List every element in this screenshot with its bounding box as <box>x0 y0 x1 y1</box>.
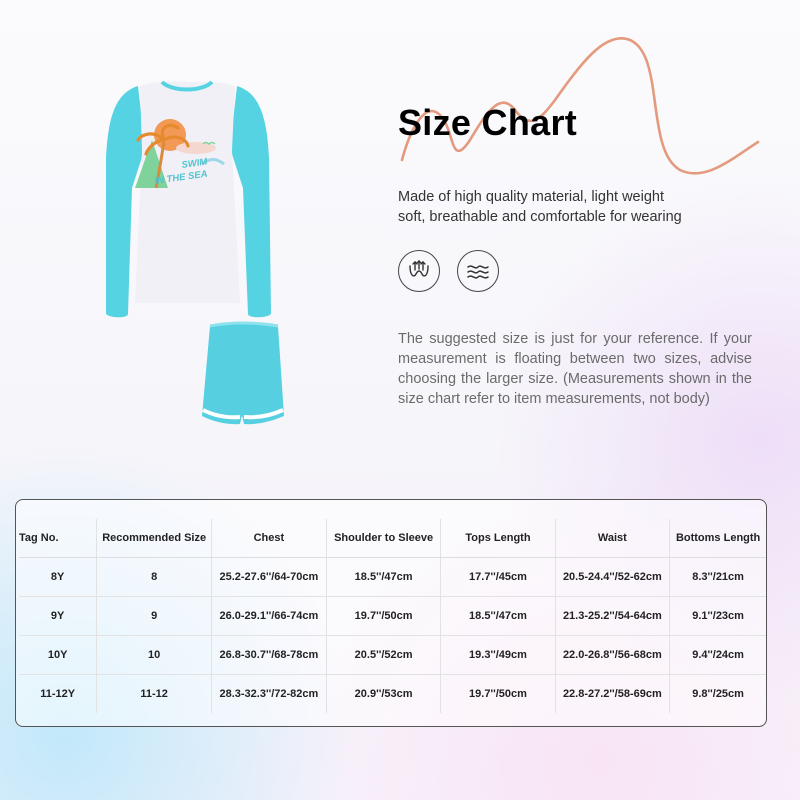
cell-waist: 22.8-27.2''/58-69cm <box>555 675 670 714</box>
cell-tops-length: 17.7''/45cm <box>441 558 555 597</box>
header-waist: Waist <box>555 519 670 558</box>
page-title: Size Chart <box>398 102 578 143</box>
cell-bottoms-length: 9.8''/25cm <box>670 675 766 714</box>
cell-chest: 26.8-30.7''/68-78cm <box>212 636 327 675</box>
cell-tops-length: 18.5''/47cm <box>441 597 555 636</box>
cell-chest: 26.0-29.1''/66-74cm <box>212 597 327 636</box>
table-header-row <box>19 519 766 558</box>
cell-chest: 25.2-27.6''/64-70cm <box>212 558 327 597</box>
tagline-line-2: soft, breathable and comfortable for wearing <box>398 209 682 225</box>
header-tops-length: Tops Length <box>441 519 555 558</box>
cell-recommended-size: 9 <box>97 597 212 636</box>
size-note: The suggested size is just for your reference. If your measurement is floating between two sizes, advise choosing the larger size. (Measurements shown in the size chart refer to item measurements, not body) <box>398 331 752 407</box>
table-row <box>19 675 766 714</box>
breathable-icon <box>398 250 440 292</box>
cell-shoulder-to-sleeve: 18.5''/47cm <box>326 558 441 597</box>
size-table-container <box>15 499 767 727</box>
header-recommended-size: Recommended Size <box>97 519 212 558</box>
swim-shorts-image <box>200 320 285 435</box>
cell-recommended-size: 11-12 <box>97 675 212 714</box>
quick-dry-waves-icon <box>457 250 499 292</box>
cell-tops-length: 19.7''/50cm <box>441 675 555 714</box>
cell-chest: 28.3-32.3''/72-82cm <box>212 675 327 714</box>
size-table <box>19 519 766 713</box>
cell-tag-no: 8Y <box>19 558 97 597</box>
header-shoulder-to-sleeve: Shoulder to Sleeve <box>326 519 441 558</box>
cell-recommended-size: 10 <box>97 636 212 675</box>
shirt-print-line1: SWIM <box>180 156 209 171</box>
decorative-squiggle <box>380 20 760 180</box>
product-tagline <box>398 187 718 227</box>
table-row <box>19 636 766 675</box>
cell-waist: 20.5-24.4''/52-62cm <box>555 558 670 597</box>
cell-bottoms-length: 9.1''/23cm <box>670 597 766 636</box>
cell-tag-no: 9Y <box>19 597 97 636</box>
cell-tag-no: 10Y <box>19 636 97 675</box>
tagline-line-1: Made of high quality material, light weight <box>398 189 664 205</box>
header-tag-no: Tag No. <box>19 519 97 558</box>
cell-waist: 22.0-26.8''/56-68cm <box>555 636 670 675</box>
cell-tops-length: 19.3''/49cm <box>441 636 555 675</box>
cell-shoulder-to-sleeve: 20.5''/52cm <box>326 636 441 675</box>
cell-tag-no: 11-12Y <box>40 688 76 700</box>
cell-shoulder-to-sleeve: 19.7''/50cm <box>326 597 441 636</box>
rash-guard-shirt-image <box>100 78 275 323</box>
cell-bottoms-length: 9.4''/24cm <box>670 636 766 675</box>
shirt-print-line2: IN THE SEA <box>153 168 209 187</box>
cell-recommended-size: 8 <box>97 558 212 597</box>
cell-waist: 21.3-25.2''/54-64cm <box>555 597 670 636</box>
cell-shoulder-to-sleeve: 20.9''/53cm <box>326 675 441 714</box>
cell-bottoms-length: 8.3''/21cm <box>670 558 766 597</box>
header-bottoms-length: Bottoms Length <box>670 519 766 558</box>
table-row <box>19 558 766 597</box>
header-chest: Chest <box>212 519 327 558</box>
table-row <box>19 597 766 636</box>
